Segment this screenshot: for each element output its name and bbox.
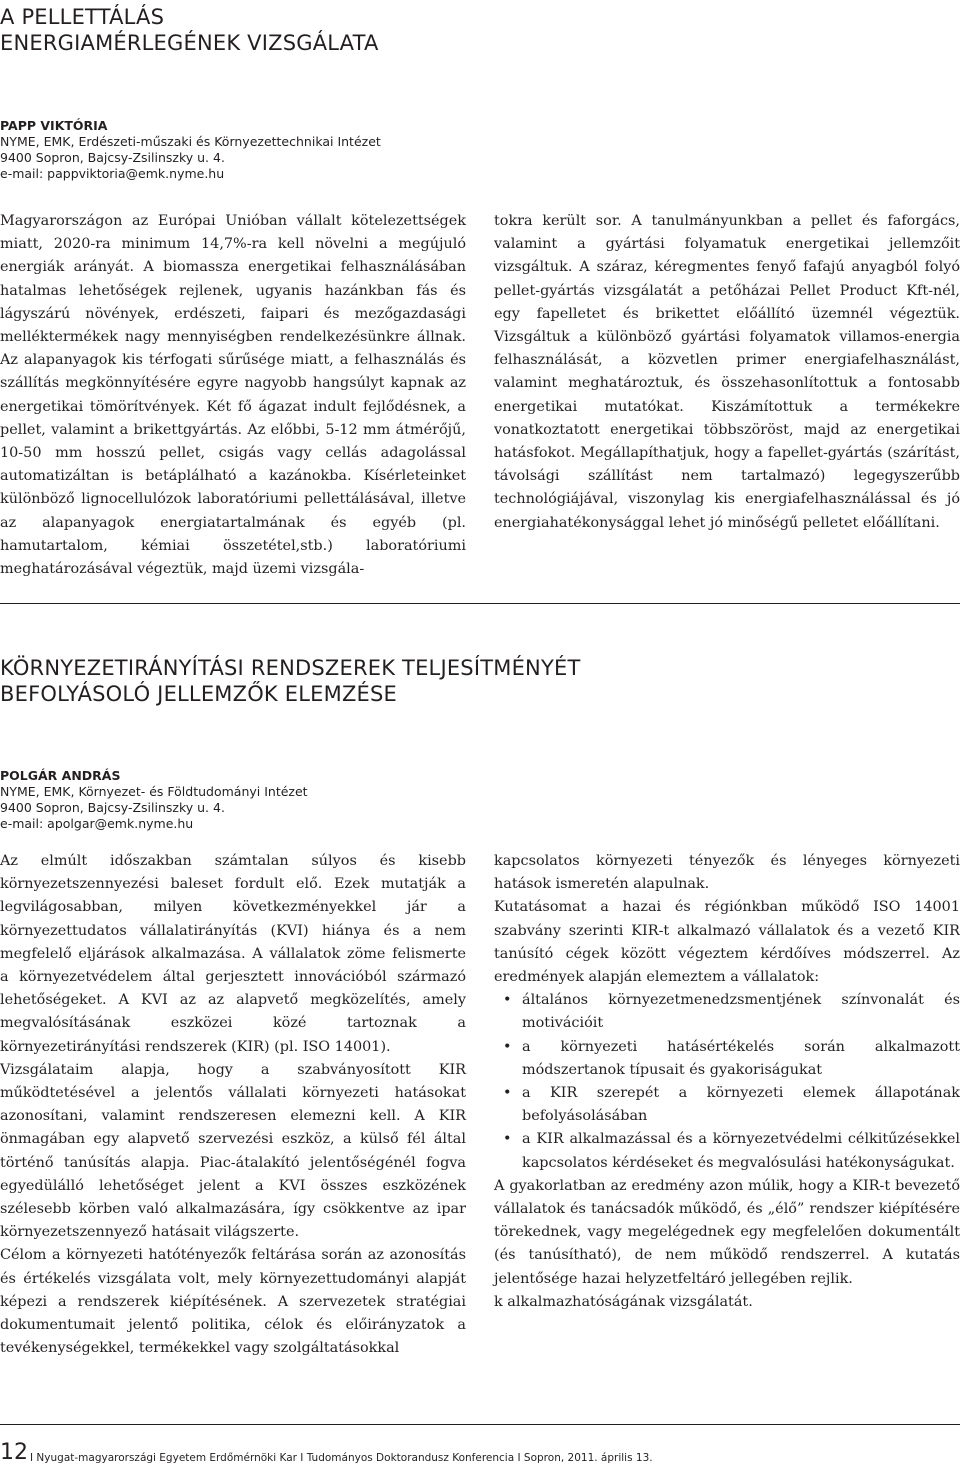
article2-analysis-list xyxy=(494,989,960,1175)
article2-right-intro: kapcsolatos környezeti tényezők és lényeges környezeti hatások ismeretén alapulnak. xyxy=(494,853,960,893)
footer-text: I Nyugat-magyarországi Egyetem Erdőmérnöki Kar I Tudományos Doktorandusz Konferencia I Sopron, 2011. április 13. xyxy=(30,1452,653,1464)
article2-right-paragraph-4: k alkalmazhatóságának vizsgálatát. xyxy=(494,1293,753,1310)
article1-left-text: Magyarországon az Európai Unióban vállalt kötelezettségek miatt, 2020-ra minimum 14,7%-ra kell növelni a megújuló energiák arányát. A biomassza energetikai felhasználásában hatalmas lehetőségek rejlenek, ugyanis hazánkban fás és lágyszárú növények, erdészeti, faipari és mezőgazdasági melléktermékek nagy mennyiségben rendelkezésünkre állnak. Az alapanyagok kis térfogati sűrűsége miatt, a felhasználás és szállítás megkönnyítésére egyre nagyobb hangsúlyt kapnak az energetikai tömörítvények. Két fő ágazat indult fejlődésnek, a pellet, valamint a brikettgyártás. Az előbbi, 5-12 mm átmérőjű, 10-50 mm hosszú pellet, csigás vagy cellás adagolással automatizáltan is betáplálható a kazánokba. Kísérleteinket különböző lignocellulózok laboratóriumi pellettálásával, illetve az alapanyagok energiatartalmának és egyéb (pl. hamutartalom, kémiai összetétel,stb.) laboratóriumi meghatározásával végeztük, majd üzemi vizsgála- xyxy=(0,213,466,578)
article2-author: POLGÁR ANDRÁS xyxy=(0,768,121,783)
list-item: • a környezeti hatásértékelés során alkalmazott módszertanok típusait és gyakoriságukat xyxy=(494,1036,960,1082)
article1-right-column xyxy=(494,210,960,535)
article1-title-line1: A PELLETTÁLÁS xyxy=(0,5,165,29)
article2-title-line2: BEFOLYÁSOLÓ JELLEMZŐK ELEMZÉSE xyxy=(0,682,397,706)
article2-title-line1: KÖRNYEZETIRÁNYÍTÁSI RENDSZEREK TELJESÍTMÉNYÉT xyxy=(0,656,581,680)
article1-author: PAPP VIKTÓRIA xyxy=(0,118,108,133)
article1-left-column xyxy=(0,210,466,581)
footer-divider xyxy=(0,1424,960,1425)
article2-title xyxy=(0,655,580,707)
article1-title xyxy=(0,4,379,56)
article1-title-line2: ENERGIAMÉRLEGÉNEK VIZSGÁLATA xyxy=(0,31,379,55)
article1-address: 9400 Sopron, Bajcsy-Zsilinszky u. 4. xyxy=(0,150,225,165)
article2-left-paragraph-1: Az elmúlt időszakban számtalan súlyos és kisebb környezetszennyezési baleset fordult elő. Ezek mutatják a legvilágosabban, milyen következményekkel jár a környezettudatos vállalatirányítás (KVI) hiánya és a nem megfelelő eljárások alkalmazása. A vállalatok zöme felismerte a környezetvédelem által gerjesztett innovációból származó lehetőségeket. A KVI az az alapvető megközelítés, amely megvalósításának eszközei közé tartoznak a környezetirányítási rendszerek (KIR) (pl. ISO 14001). xyxy=(0,853,466,1055)
article2-address: 9400 Sopron, Bajcsy-Zsilinszky u. 4. xyxy=(0,800,225,815)
article2-left-paragraph-3: Célom a környezeti hatótényezők feltárása során az azonosítás és értékelés vizsgálata volt, mely környezettudományi alapját képezi a rendszerek kiépítésének. A szervezetek stratégiai dokumentumait jelentő politika, célok és előirányzatok a tevékenységekkel, termékekkel vagy szolgáltatásokkal xyxy=(0,1247,466,1357)
article2-left-paragraph-2: Vizsgálataim alapja, hogy a szabványosított KIR működtetésével a jelentős vállalati környezeti hatásokat azonosítani, valamint rendszeresen elemezni kell. A KIR önmagában egy alapvető szervezési eszköz, a külső fél által történő tanúsítás alapja. Piac-átalakító jelentőségénél fogva egyedülálló lehetőséget jelent a KVI összes eszközének szélesebb körben való alkalmazására, így csökkentve az ipar környezetszennyező hatásait világszerte. xyxy=(0,1061,466,1241)
article1-email: e-mail: pappviktoria@emk.nyme.hu xyxy=(0,166,225,181)
article2-left-column xyxy=(0,850,466,1360)
page-number: 12 xyxy=(0,1440,28,1465)
list-item: • a KIR szerepét a környezeti elemek állapotának befolyásolásában xyxy=(494,1082,960,1128)
article2-institute: NYME, EMK, Környezet- és Földtudományi Intézet xyxy=(0,784,308,799)
list-item: • általános környezetmenedzsmentjének színvonalát és motivációit xyxy=(494,989,960,1035)
article1-affiliation xyxy=(0,118,381,182)
article2-right-paragraph-2: Kutatásomat a hazai és régiónkban működő ISO 14001 szabvány szerinti KIR-t alkalmazó vállalatok és a vezető KIR tanúsító cégek között végeztem kérdőíves módszerrel. Az eredmények alapján elemeztem a vállalatok: xyxy=(494,899,960,986)
article2-right-column xyxy=(494,850,960,1314)
list-item: • a KIR alkalmazással és a környezetvédelmi célkitűzésekkel kapcsolatos kérdéseket és megvalósulási hatékonyságukat. xyxy=(494,1128,960,1174)
article1-right-text: tokra került sor. A tanulmányunkban a pellet és faforgács, valamint a gyártási folyamatuk energetikai jellemzőit vizsgáltuk. A száraz, kéregmentes fenyő fafajú anyagból folyó pellet-gyártás vizsgálatát a petőházai Pellet Product Kft-nél, egy fapelletet és brikettet előállító üzemnél végeztük. Vizsgáltuk a különböző gyártási folyamatok villamos-energia felhasználását, a közvetlen primer energiafelhasználást, valamint meghatároztuk, és összehasonlítottuk a fontosabb energetikai mutatókat. Kiszámítottuk a termékekre vonatkoztatott energetikai többszöröst, majd az energetikai hatásfokot. Megállapíthatjuk, hogy a fapellet-gyártás (szárítást, távolsági szállítást nem tartalmazó) legegyszerűbb technológiájával, viszonylag kis energiafelhasználással és jó energiahatékonysággal lehet jó minőségű pelletet előállítani. xyxy=(494,213,960,531)
section-divider xyxy=(0,603,960,604)
article2-right-paragraph-3: A gyakorlatban az eredmény azon múlik, hogy a KIR-t bevezető vállalatok és tanácsadók működő, és „élő” rendszer kiépítésére törekednek, vagy megelégednek egy megfelelően dokumentált (és tanúsítható), de nem működő rendszerrel. A kutatás jelentősége hazai helyzetfeltáró jellegében rejlik. xyxy=(494,1177,960,1287)
article2-email: e-mail: apolgar@emk.nyme.hu xyxy=(0,816,194,831)
article2-affiliation xyxy=(0,768,308,832)
article1-institute: NYME, EMK, Erdészeti-műszaki és Környezettechnikai Intézet xyxy=(0,134,381,149)
